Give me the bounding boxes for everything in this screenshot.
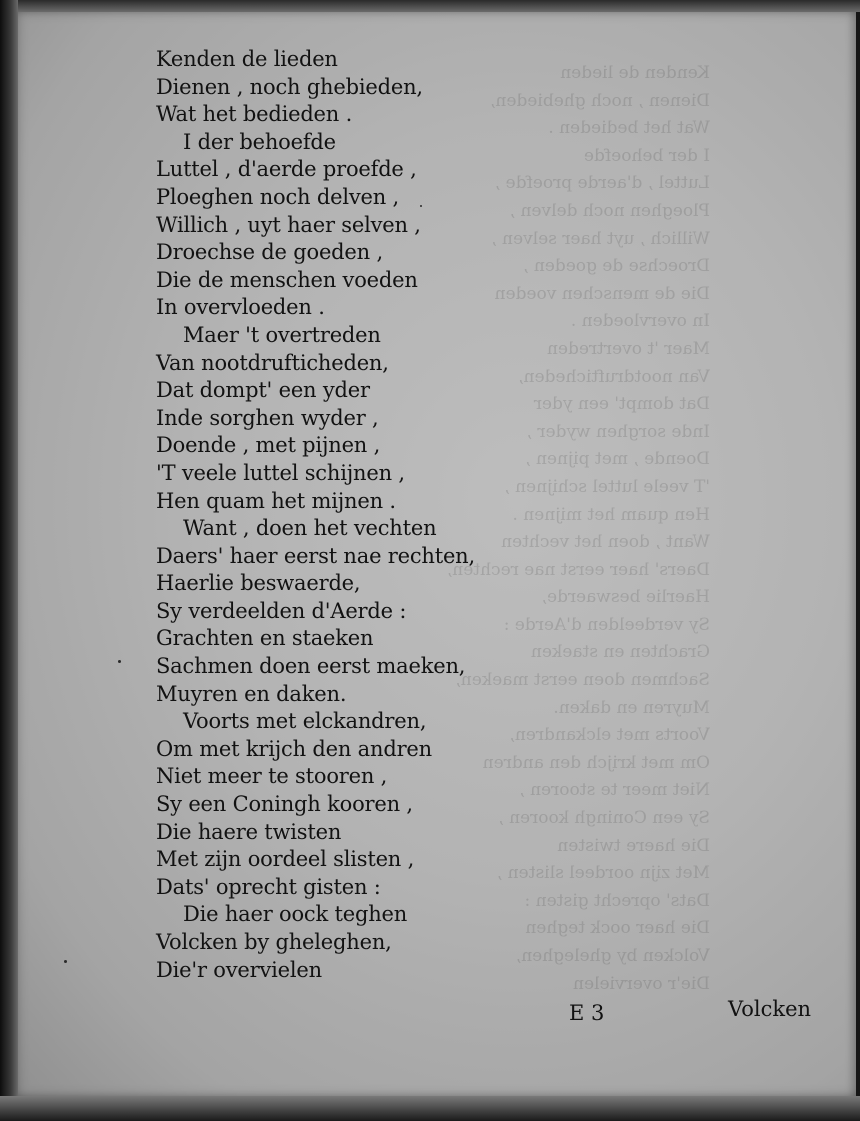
verse-line: Kenden de lieden	[156, 47, 338, 71]
verse-line: Met zijn oordeel slisten ,	[156, 847, 415, 872]
bleed-line: Sachmen doen eerst maeken,	[455, 670, 710, 691]
verse-line: Ploeghen noch delven ,	[156, 184, 399, 209]
verse-line: Dat dompt' een yder	[156, 378, 370, 403]
signature-mark: E 3	[569, 1001, 605, 1025]
bleed-line: Haerlie beswaerde,	[541, 587, 710, 608]
ink-speck	[118, 660, 121, 663]
verse-line: Om met krijch den andren	[156, 736, 432, 761]
bleed-line: Dienen , noch ghebieden,	[490, 90, 710, 111]
binding-gutter	[0, 0, 18, 1121]
verse-line: Volcken by gheleghen,	[156, 930, 392, 954]
bleed-line: Die de menschen voeden	[494, 283, 710, 304]
verse-line: Muyren en daken.	[156, 681, 347, 706]
verse-line: Niet meer te stooren ,	[156, 764, 388, 789]
verse-line: Dienen , noch ghebieden,	[156, 74, 423, 99]
bleed-line: Want , doen het vechten	[501, 532, 710, 553]
bleed-line: Daers' haer eerst nae rechten,	[446, 559, 710, 580]
verse-line: Grachten en staeken	[156, 626, 374, 651]
bleed-line: In overvloeden .	[570, 311, 710, 332]
bleed-line: I der behoefde	[583, 145, 710, 166]
verse-line: Sachmen doen eerst maeken,	[156, 654, 466, 679]
bleed-line: Van nootdrufticheden,	[518, 366, 710, 387]
verse-line: Haerlie beswaerde,	[156, 571, 361, 596]
verse-line: Sy een Coningh kooren ,	[156, 792, 413, 817]
bleed-line: Ploeghen noch delven ,	[509, 200, 710, 221]
verse-line: I der behoefde	[183, 129, 336, 154]
bleed-line: Kenden de lieden	[560, 63, 710, 83]
bleed-line: Volcken by gheleghen,	[515, 946, 710, 966]
bleed-line: Muyren en daken.	[553, 697, 710, 718]
bleed-line: Droechse de goeden ,	[523, 256, 710, 277]
verse-line: Van nootdrufticheden,	[156, 350, 389, 375]
poem-verse	[156, 46, 475, 984]
verse-line: Willich , uyt haer selven ,	[156, 212, 421, 237]
bottom-edge-shadow	[0, 1096, 860, 1121]
bleed-line: 'T veele luttel schijnen ,	[504, 476, 710, 497]
bleed-line: Met zijn oordeel slisten ,	[496, 863, 710, 884]
verse-line: Voorts met elckandren,	[183, 709, 427, 734]
verse-line: Maer 't overtreden	[183, 322, 381, 347]
bleed-line: Sy een Coningh kooren ,	[498, 808, 710, 829]
verse-line: Sy verdeelden d'Aerde :	[156, 598, 407, 623]
bleed-line: Die'r overvielen	[573, 973, 710, 994]
verse-line: 'T veele luttel schijnen ,	[156, 460, 405, 485]
catchword: Volcken	[728, 997, 812, 1021]
bleed-line: Luttel , d'aerde proefde ,	[494, 173, 710, 194]
verse-line: Die de menschen voeden	[156, 267, 418, 292]
bleed-through-text	[440, 60, 710, 1020]
bleed-line: Niet meer te stooren ,	[519, 780, 710, 801]
verse-line: Die haere twisten	[156, 819, 342, 844]
bleed-line: Wat het bedieden .	[548, 118, 710, 139]
top-edge-shadow	[0, 0, 860, 12]
bleed-line: Maer 't overtreden	[547, 338, 710, 359]
bleed-line: Inde sorghen wyder ,	[526, 421, 710, 442]
verse-line: Doende , met pijnen ,	[156, 433, 381, 458]
verse-line: Die'r overvielen	[156, 957, 322, 982]
bleed-line: Dats' oprecht gisten :	[524, 890, 710, 911]
bleed-line: Willich , uyt haer selven ,	[491, 228, 710, 249]
verse-line: Inde sorghen wyder ,	[156, 405, 379, 430]
verse-line: Hen quam het mijnen .	[156, 488, 396, 513]
verse-line: Daers' haer eerst nae rechten,	[156, 543, 475, 568]
bleed-line: Die haer oock teghen	[525, 918, 710, 939]
verse-line: Want , doen het vechten	[183, 516, 437, 541]
verse-line: In overvloeden .	[156, 295, 325, 320]
bleed-line: Sy verdeelden d'Aerde :	[503, 614, 710, 635]
bleed-line: Grachten en staeken	[530, 642, 710, 663]
ink-speck	[420, 205, 422, 207]
verse-line: Dats' oprecht gisten :	[156, 874, 381, 899]
bleed-line: Die haere twisten	[557, 835, 710, 856]
ink-speck	[64, 960, 67, 963]
verse-line: Droechse de goeden ,	[156, 240, 383, 265]
bleed-line: Dat dompt' een yder	[533, 394, 710, 415]
verse-line: Die haer oock teghen	[183, 902, 408, 927]
bleed-line: Om met krijch den andren	[482, 752, 710, 773]
verse-line: Wat het bedieden .	[156, 102, 353, 127]
bleed-line: Hen quam het mijnen .	[512, 504, 710, 525]
verse-line: Luttel , d'aerde proefde ,	[156, 157, 417, 182]
bleed-line: Voorts met elckandren,	[509, 725, 710, 746]
bleed-line: Doende , met pijnen ,	[525, 449, 710, 470]
